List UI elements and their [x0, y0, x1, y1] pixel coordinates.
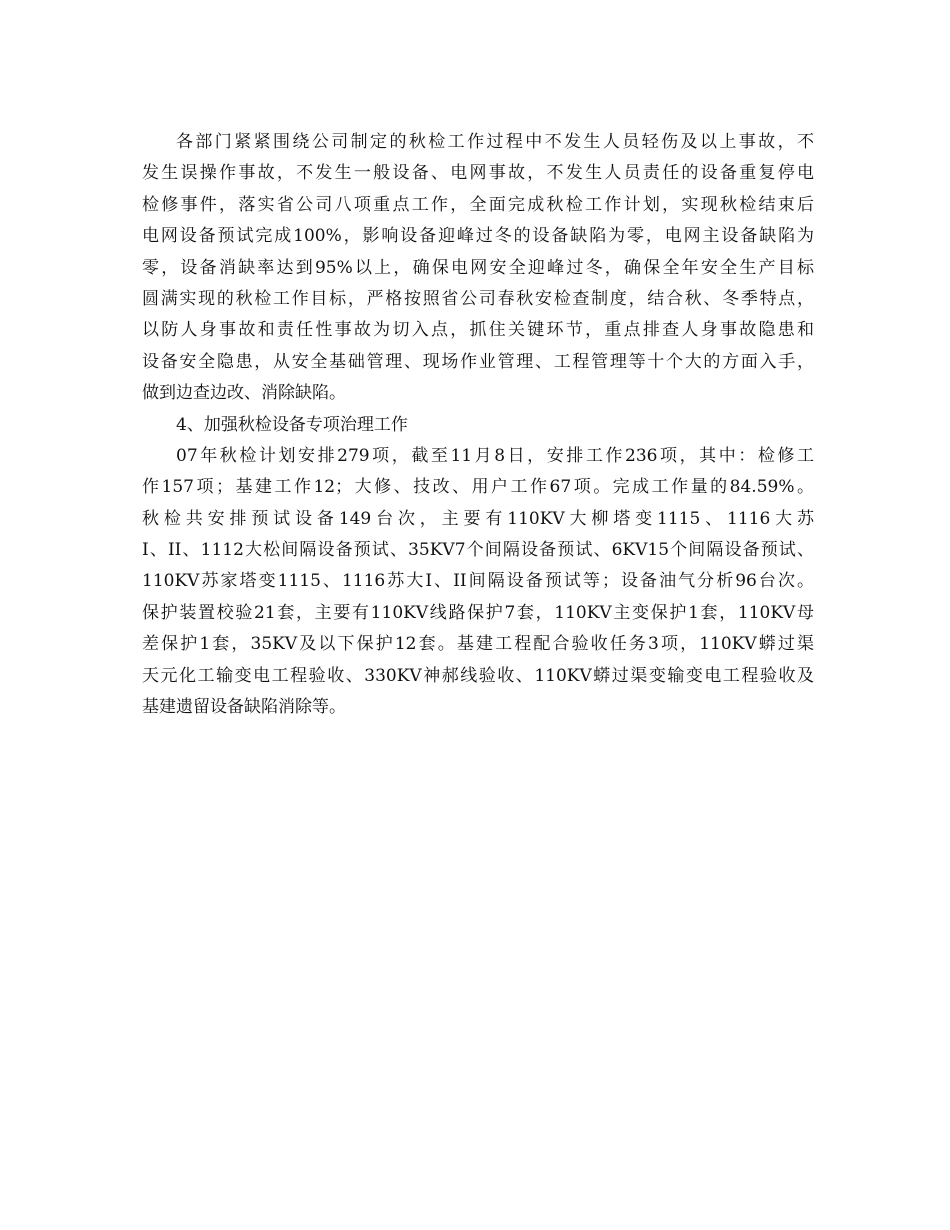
text-line: 差保护1套，35KV及以下保护12套。基建工程配合验收任务3项，110KV蟒过渠	[142, 634, 814, 655]
text-line: 零，设备消缺率达到95%以上，确保电网安全迎峰过冬，确保全年安全生产目标	[142, 257, 814, 278]
document-body	[142, 127, 814, 723]
text-line: 以防人身事故和责任性事故为切入点，抓住关键环节，重点排查人身事故隐患和	[142, 320, 814, 341]
paragraph-autumn-inspection-goals	[142, 127, 814, 410]
text-line: 圆满实现的秋检工作目标，严格按照省公司春秋安检查制度，结合秋、冬季特点，	[142, 288, 814, 309]
text-line: 秋检共安排预试设备149台次，主要有110KV大柳塔变1115、1116大苏	[142, 508, 814, 529]
text-line: 天元化工输变电工程验收、330KV神郝线验收、110KV蟒过渠变输变电工程验收及	[142, 665, 814, 686]
text-line: 电网设备预试完成100%，影响设备迎峰过冬的设备缺陷为零，电网主设备缺陷为	[142, 226, 814, 247]
text-line: 发生误操作事故，不发生一般设备、电网事故，不发生人员责任的设备重复停电	[142, 163, 814, 184]
text-line: 做到边查边改、消除缺陷。	[142, 383, 346, 404]
text-line: 保护装置校验21套，主要有110KV线路保护7套，110KV主变保护1套，110KV母	[142, 602, 814, 623]
text-line: 基建遗留设备缺陷消除等。	[142, 697, 346, 718]
text-line: 07年秋检计划安排279项，截至11月8日，安排工作236项，其中：检修工	[176, 445, 814, 466]
text-line: 110KV苏家塔变1115、1116苏大I、II间隔设备预试等；设备油气分析96台次。	[142, 571, 814, 592]
section-heading-equipment-governance	[142, 410, 814, 441]
paragraph-inspection-statistics	[142, 441, 814, 724]
section-heading: 4、加强秋检设备专项治理工作	[176, 414, 408, 435]
text-line: I、II、1112大松间隔设备预试、35KV7个间隔设备预试、6KV15个间隔设备预试、	[142, 540, 814, 561]
text-line: 检修事件，落实省公司八项重点工作，全面完成秋检工作计划，实现秋检结束后	[142, 194, 814, 215]
text-line: 各部门紧紧围绕公司制定的秋检工作过程中不发生人员轻伤及以上事故，不	[176, 132, 814, 152]
text-line: 作157项；基建工作12；大修、技改、用户工作67项。完成工作量的84.59%。	[142, 477, 814, 498]
text-line: 设备安全隐患，从安全基础管理、现场作业管理、工程管理等十个大的方面入手，	[142, 351, 814, 372]
